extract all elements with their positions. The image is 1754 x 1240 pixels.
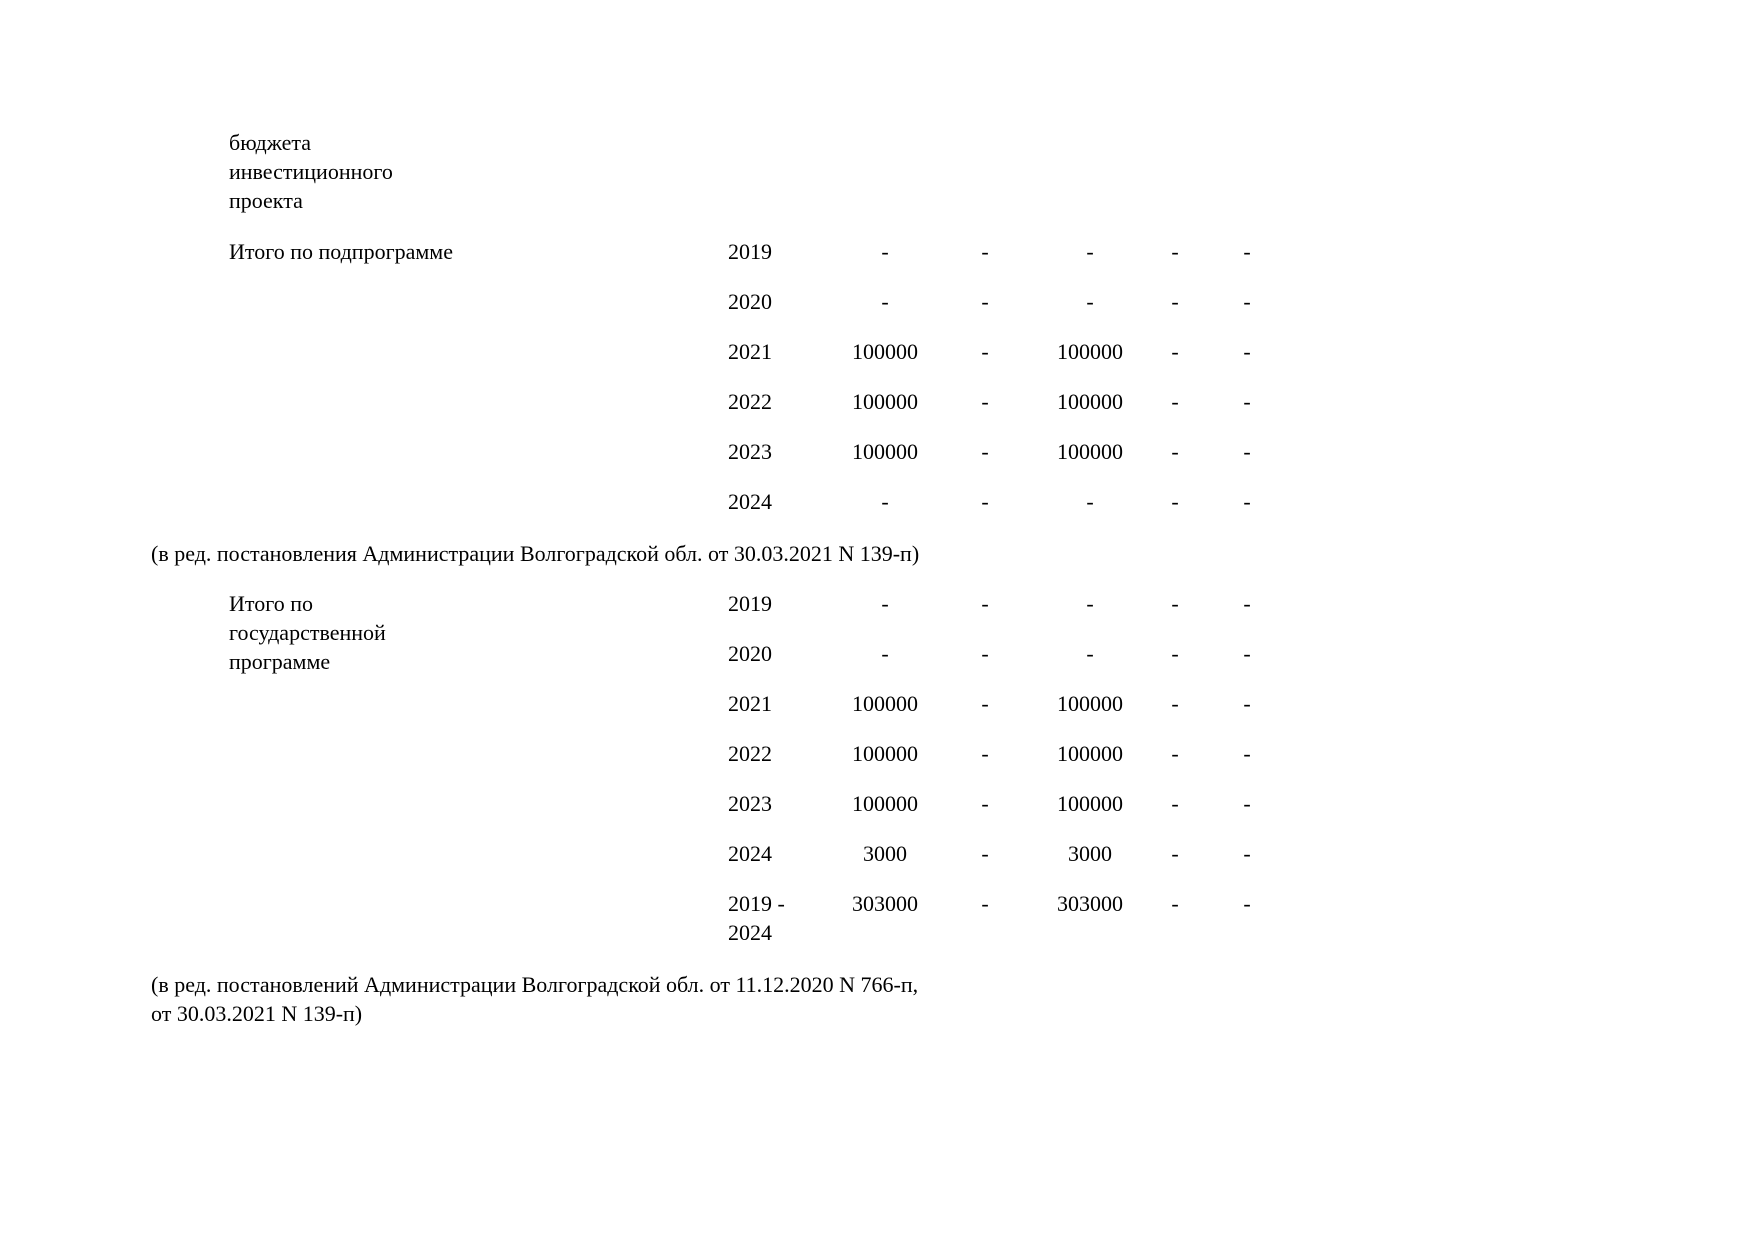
total-cell: 303000	[852, 891, 918, 916]
federal-cell: -	[981, 741, 989, 766]
local-cell: -	[1171, 641, 1179, 666]
local-cell: -	[1171, 389, 1179, 414]
year-cell: 2021	[728, 339, 772, 364]
table-row	[0, 889, 1754, 945]
regional-cell: -	[1086, 591, 1094, 616]
year-cell: 2023	[728, 791, 772, 816]
regional-cell: -	[1086, 289, 1094, 314]
extra-cell: -	[1243, 489, 1251, 514]
total-cell: 100000	[852, 439, 918, 464]
federal-cell: -	[981, 239, 989, 264]
table-row	[0, 689, 1754, 718]
total-cell: 100000	[852, 741, 918, 766]
extra-cell: -	[1243, 239, 1251, 264]
regional-cell: -	[1086, 489, 1094, 514]
federal-cell: -	[981, 591, 989, 616]
regional-cell: -	[1086, 641, 1094, 666]
year-cell: 2019	[728, 591, 772, 616]
subprogram-label: Итого по подпрограмме	[229, 239, 453, 264]
extra-cell: -	[1243, 389, 1251, 414]
federal-cell: -	[981, 841, 989, 866]
year-cell: 2020	[728, 289, 772, 314]
program-amendment-note: (в ред. постановлений Администрации Волгоградской обл. от 11.12.2020 N 766-п, от 30.03.2021 N 139-п)	[151, 972, 919, 1026]
extra-cell: -	[1243, 841, 1251, 866]
extra-cell: -	[1243, 691, 1251, 716]
federal-cell: -	[981, 489, 989, 514]
regional-cell: 100000	[1057, 439, 1123, 464]
extra-cell: -	[1243, 439, 1251, 464]
local-cell: -	[1171, 841, 1179, 866]
table-row	[0, 437, 1754, 466]
extra-cell: -	[1243, 741, 1251, 766]
table-row	[0, 487, 1754, 516]
federal-cell: -	[981, 691, 989, 716]
extra-cell: -	[1243, 891, 1251, 916]
local-cell: -	[1171, 239, 1179, 264]
federal-cell: -	[981, 439, 989, 464]
federal-cell: -	[981, 791, 989, 816]
total-cell: 3000	[863, 841, 907, 866]
federal-cell: -	[981, 891, 989, 916]
regional-cell: 100000	[1057, 791, 1123, 816]
regional-cell: 3000	[1068, 841, 1112, 866]
total-cell: 100000	[852, 339, 918, 364]
local-cell: -	[1171, 891, 1179, 916]
table-row	[0, 789, 1754, 818]
local-cell: -	[1171, 489, 1179, 514]
regional-cell: 100000	[1057, 691, 1123, 716]
year-cell: 2024	[728, 489, 772, 514]
extra-cell: -	[1243, 289, 1251, 314]
year-cell: 2019 - 2024	[728, 891, 785, 945]
year-cell: 2024	[728, 841, 772, 866]
year-cell: 2022	[728, 741, 772, 766]
extra-cell: -	[1243, 591, 1251, 616]
extra-cell: -	[1243, 641, 1251, 666]
year-cell: 2020	[728, 641, 772, 666]
extra-cell: -	[1243, 791, 1251, 816]
regional-cell: 100000	[1057, 339, 1123, 364]
local-cell: -	[1171, 289, 1179, 314]
local-cell: -	[1171, 339, 1179, 364]
year-cell: 2023	[728, 439, 772, 464]
local-cell: -	[1171, 439, 1179, 464]
regional-cell: 100000	[1057, 741, 1123, 766]
table-row	[0, 287, 1754, 316]
table-row	[0, 337, 1754, 366]
table-row	[0, 387, 1754, 416]
federal-cell: -	[981, 339, 989, 364]
table-row	[0, 739, 1754, 768]
total-cell: 100000	[852, 691, 918, 716]
year-cell: 2019	[728, 239, 772, 264]
federal-cell: -	[981, 641, 989, 666]
total-cell: -	[881, 489, 889, 514]
federal-cell: -	[981, 389, 989, 414]
year-cell: 2022	[728, 389, 772, 414]
local-cell: -	[1171, 591, 1179, 616]
total-cell: 100000	[852, 791, 918, 816]
total-cell: -	[881, 591, 889, 616]
extra-cell: -	[1243, 339, 1251, 364]
total-cell: 100000	[852, 389, 918, 414]
table-row	[0, 839, 1754, 868]
federal-cell: -	[981, 289, 989, 314]
total-cell: -	[881, 641, 889, 666]
table-row	[0, 237, 1754, 266]
local-cell: -	[1171, 791, 1179, 816]
local-cell: -	[1171, 741, 1179, 766]
regional-cell: -	[1086, 239, 1094, 264]
header-label: бюджета инвестиционного проекта	[229, 130, 393, 213]
total-cell: -	[881, 289, 889, 314]
subprogram-amendment-note: (в ред. постановления Администрации Волгоградской обл. от 30.03.2021 N 139-п)	[151, 541, 920, 566]
regional-cell: 100000	[1057, 389, 1123, 414]
local-cell: -	[1171, 691, 1179, 716]
table-row	[0, 589, 1754, 618]
program-label: Итого по государственной программе	[229, 591, 386, 674]
table-row	[0, 639, 1754, 668]
total-cell: -	[881, 239, 889, 264]
regional-cell: 303000	[1057, 891, 1123, 916]
year-cell: 2021	[728, 691, 772, 716]
